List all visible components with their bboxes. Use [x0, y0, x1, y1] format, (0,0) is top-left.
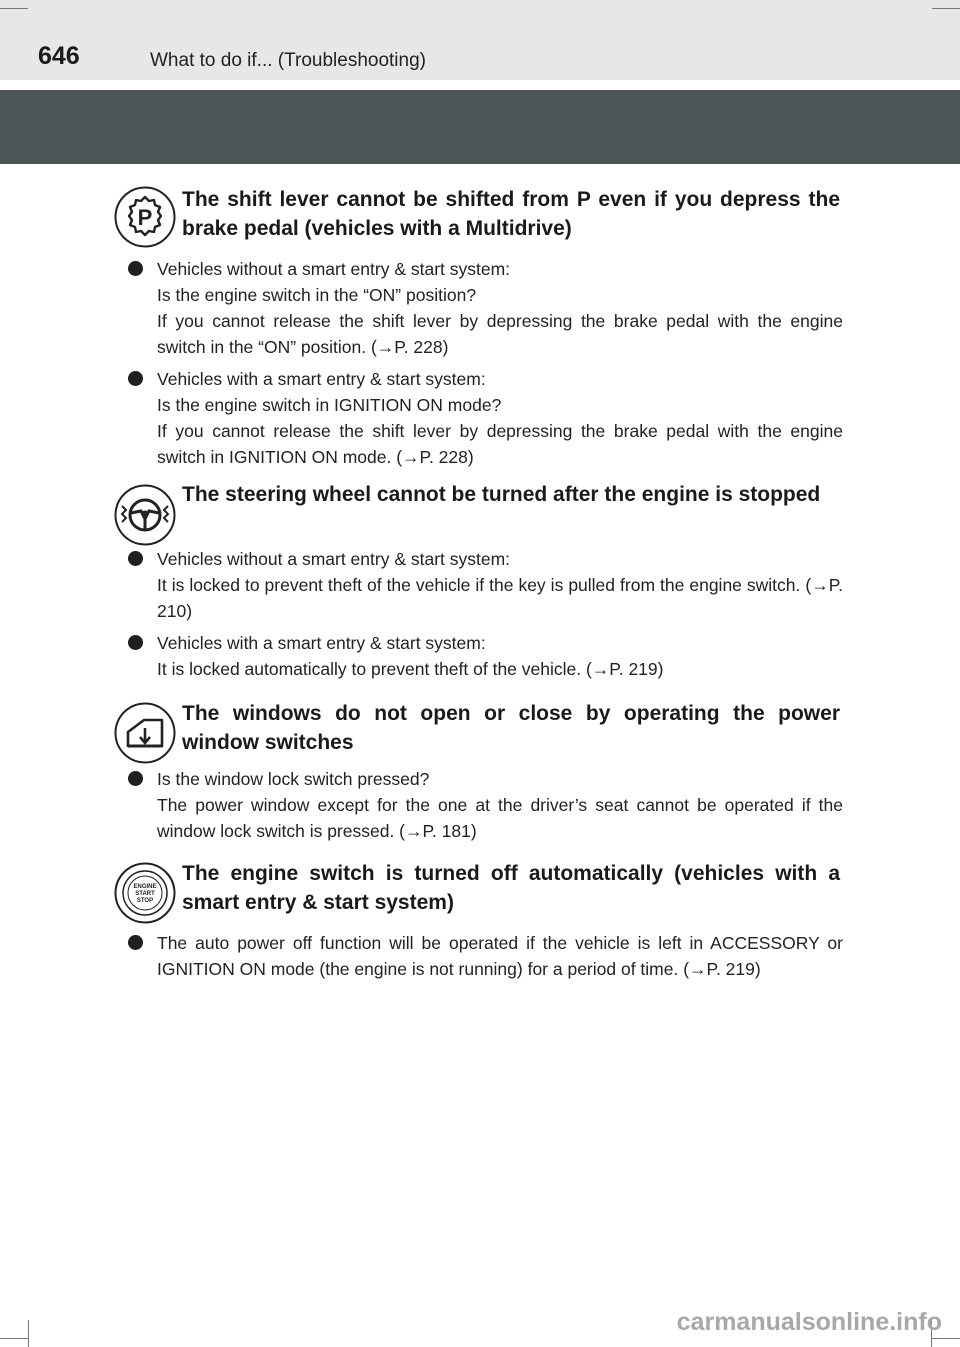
icon-label: STOP — [136, 898, 154, 904]
section-title: The windows do not open or close by operating the power window switches — [182, 702, 840, 754]
bullet-text: Vehicles with a smart entry & start system: — [157, 633, 486, 653]
page-number: 646 — [38, 42, 80, 70]
bullet-text: Is the engine switch in IGNITION ON mode? — [157, 395, 502, 415]
bullet-text: If you cannot release the shift lever by depressing the brake pedal with the engine switch in IGNITION ON mode. (→P. 228) — [157, 421, 843, 467]
power-window-icon — [114, 702, 176, 764]
chapter-title: What to do if... (Troubleshooting) — [150, 50, 426, 71]
crop-mark — [0, 8, 28, 9]
bullet-text: Vehicles with a smart entry & start system: — [157, 369, 486, 389]
bullet-icon — [128, 371, 143, 386]
steering-wheel-icon — [114, 484, 176, 546]
watermark: carmanualsonline.info — [676, 1308, 942, 1336]
svg-text:P: P — [137, 205, 153, 230]
bullet-text: The auto power off function will be operated if the vehicle is left in ACCESSORY or IGNITION ON mode (the engine is not running) for a period of time. (→P. 219) — [157, 933, 843, 979]
bullet-text: It is locked automatically to prevent theft of the vehicle. (→P. 219) — [157, 659, 664, 679]
bullet-text: Vehicles without a smart entry & start system: — [157, 259, 511, 279]
bullet-icon — [128, 771, 143, 786]
engine-start-stop-icon — [114, 862, 176, 924]
shift-lever-p-icon — [114, 186, 176, 248]
section-title: The shift lever cannot be shifted from P even if you depress the brake pedal (vehicles with a Multidrive) — [182, 188, 840, 240]
bullet-icon — [128, 261, 143, 276]
crop-mark — [28, 1320, 29, 1347]
page-header — [0, 0, 960, 80]
bullet-text: It is locked to prevent theft of the vehicle if the key is pulled from the engine switch. (→P. 210) — [157, 575, 843, 621]
crop-mark — [0, 1338, 28, 1339]
bullet-text: Is the window lock switch pressed? — [157, 769, 430, 789]
bullet-icon — [128, 635, 143, 650]
bullet-text: If you cannot release the shift lever by depressing the brake pedal with the engine switch in the “ON” position. (→P. 228) — [157, 311, 843, 357]
bullet-text: The power window except for the one at the driver’s seat cannot be operated if the window lock switch is pressed. (→P. 181) — [157, 795, 843, 841]
section-banner — [0, 90, 960, 164]
bullet-icon — [128, 935, 143, 950]
bullet-text: Is the engine switch in the “ON” position? — [157, 285, 477, 305]
crop-mark — [932, 8, 960, 9]
bullet-icon — [128, 551, 143, 566]
bullet-text: Vehicles without a smart entry & start system: — [157, 549, 511, 569]
section-title: The engine switch is turned off automatically (vehicles with a smart entry & start system) — [182, 862, 840, 914]
crop-mark — [932, 1338, 960, 1339]
icon-label: ENGINE — [133, 884, 157, 890]
icon-label: START — [135, 891, 155, 897]
section-title: The steering wheel cannot be turned after the engine is stopped — [182, 483, 821, 506]
